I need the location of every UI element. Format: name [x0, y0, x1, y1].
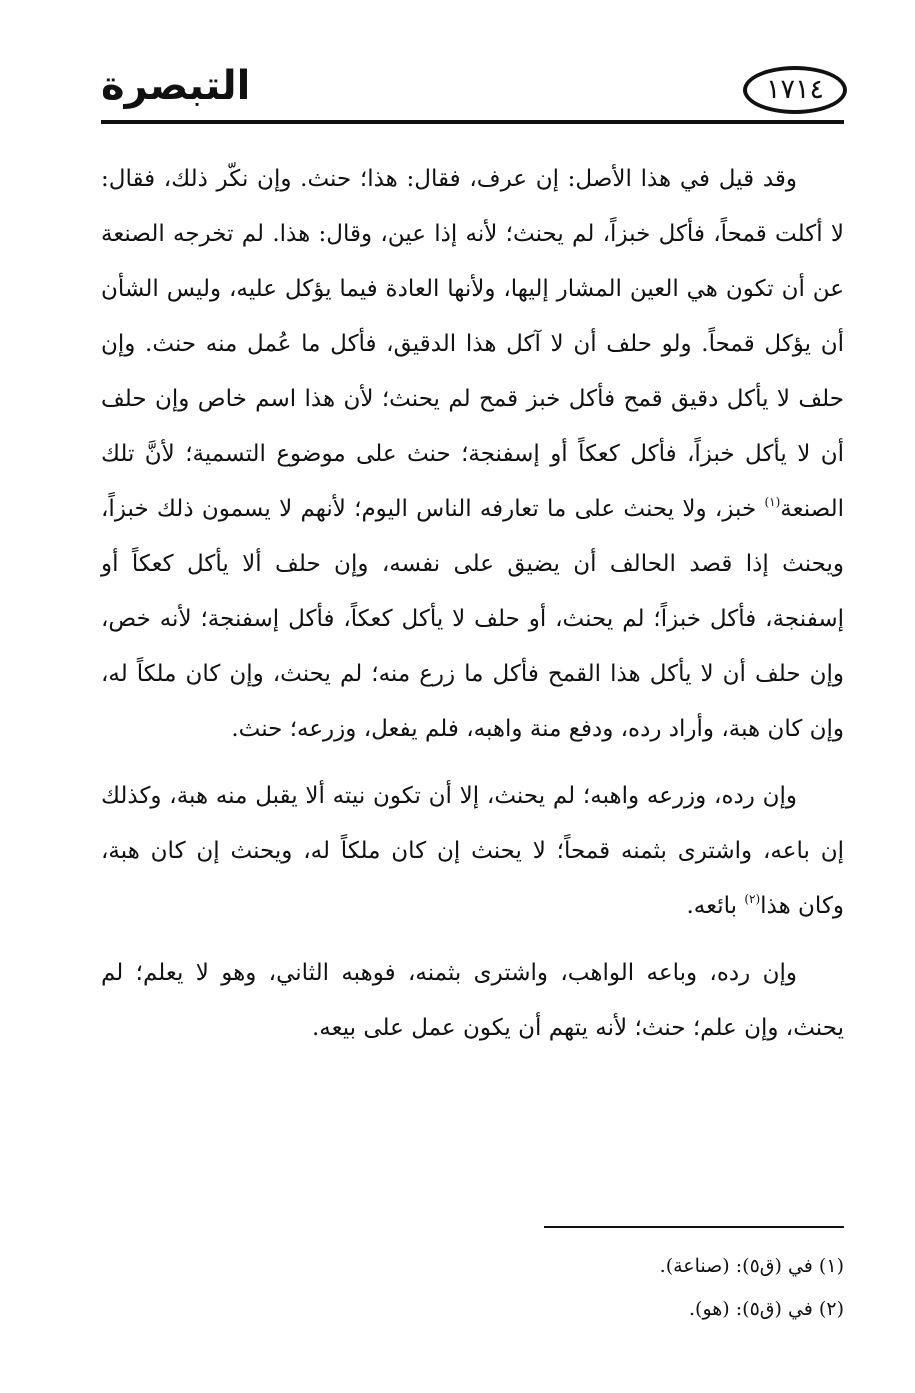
- footnote-2: (٢) في (ق٥): (هو).: [689, 1298, 844, 1320]
- page-number: ١٧١٤: [765, 74, 824, 105]
- page-header: [101, 58, 847, 124]
- paragraph-2-part-a: وإن رده، وزرعه واهبه؛ لم يحنث، إلا أن تكون نيته ألا يقبل منه هبة، وكذلك إن باعه، واشترى بثمنه قمحاً؛ لا يحنث إن كان ملكاً له، ويحنث إن كان هبة، وكان هذا: [101, 783, 844, 919]
- paragraph-2-part-b: بائعه.: [686, 893, 745, 919]
- paragraph-1-part-a: وقد قيل في هذا الأصل: إن عرف، فقال: هذا؛ حنث. وإن نكّر ذلك، فقال: لا أكلت قمحاً، فأكل خبزاً، لم يحنث؛ لأنه إذا عين، وقال: هذا. لم تخرجه الصنعة عن أن تكون هي العين المشار إليها، ولأنها العادة فيما يؤكل عليه، وليس الشأن أن يؤكل قمحاً. ولو حلف أن لا آكل هذا الدقيق، فأكل ما عُمل منه حنث. وإن حلف لا يأكل دقيق قمح فأكل خبز قمح لم يحنث؛ لأن هذا اسم خاص وإن حلف أن لا يأكل خبزاً، فأكل كعكاً أو إسفنجة؛ حنث على موضوع التسمية؛ لأنَّ تلك الصنعة: [101, 166, 844, 522]
- header-rule: [101, 120, 844, 124]
- paragraph-1-part-b: خبز، ولا يحنث على ما تعارفه الناس اليوم؛ لأنهم لا يسمون ذلك خبزاً، ويحنث إذا قصد الحالف أن يضيق على نفسه، وإن حلف ألا يأكل كعكاً أو إسفنجة، فأكل خبزاً؛ لم يحنث، أو حلف لا يأكل كعكاً، فأكل إسفنجة؛ لأنه خص، وإن حلف أن لا يأكل هذا القمح فأكل ما زرع منه؛ لم يحنث، وإن كان ملكاً له، وإن كان هبة، وأراد رده، ودفع منة واهبه، فلم يفعل، وزرعه؛ حنث.: [101, 496, 844, 742]
- paragraph-3: وإن رده، وباعه الواهب، واشترى بثمنه، فوهبه الثاني، وهو لا يعلم؛ لم يحنث، وإن علم؛ حنث؛ لأنه يتهم أن يكون عمل على بيعه.: [101, 960, 844, 1041]
- paragraph-1: [101, 152, 844, 757]
- book-title: التبصرة: [101, 63, 251, 109]
- footnote-reference-2: (٢): [744, 892, 761, 906]
- paragraph-2: [101, 769, 844, 934]
- footnote-rule: [544, 1226, 844, 1228]
- footnote-1: (١) في (ق٥): (صناعة).: [659, 1255, 844, 1277]
- main-text: [101, 152, 844, 1056]
- footnotes: [101, 1245, 844, 1331]
- footnote-reference-1: (١): [764, 495, 781, 509]
